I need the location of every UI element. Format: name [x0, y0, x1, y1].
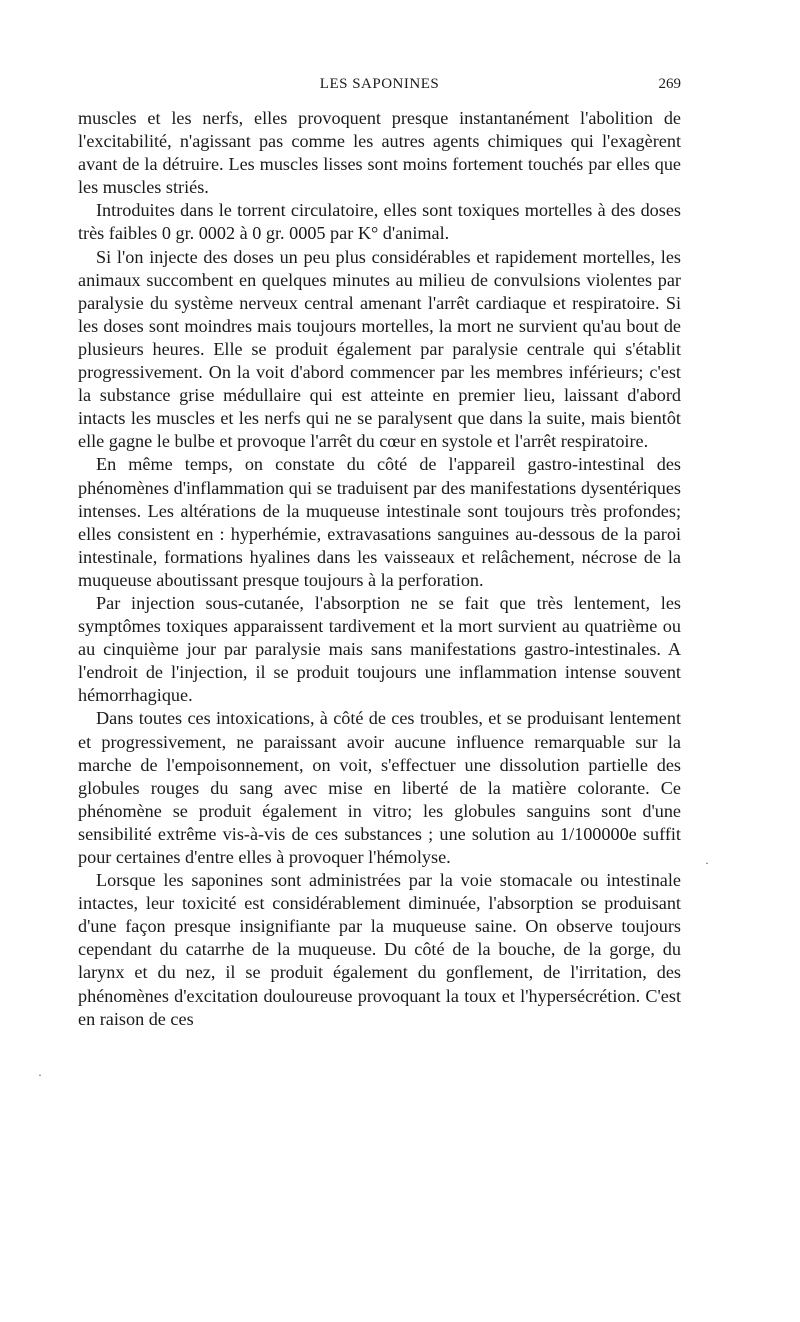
body-text — [78, 107, 681, 1031]
paragraph: muscles et les nerfs, elles provoquent presque instantanément l'abolition de l'excitabilité, n'agissant pas comme les autres agents chimiques qui l'exagèrent avant de la détruire. Les muscles lisses sont moins fortement touchés par elles que les muscles striés. — [78, 108, 681, 198]
margin-speck: · — [705, 856, 709, 870]
paragraph: Si l'on injecte des doses un peu plus considérables et rapidement mortelles, les animaux succombent en quelques minutes au milieu de convulsions violentes par paralysie du système nerveux central amenant l'arrêt cardiaque et respiratoire. Si les doses sont moindres mais toujours mortelles, la mort ne survient qu'au bout de plusieurs heures. Elle se produit également par paralysie centrale qui s'établit progressivement. On la voit d'abord commencer par les membres inférieurs; c'est la substance grise médullaire qui est atteinte en premier lieu, laissant d'abord intacts les muscles et les nerfs qui ne se paralysent que dans la suite, mais bientôt elle gagne le bulbe et provoque l'arrêt du cœur en systole et l'arrêt respiratoire. — [78, 246, 681, 452]
running-title: LES SAPONINES — [319, 76, 440, 92]
running-head — [78, 74, 681, 98]
paragraph: Introduites dans le torrent circulatoire, elles sont toxiques mortelles à des doses très faibles 0 gr. 0002 à 0 gr. 0005 par K° d'animal. — [78, 200, 681, 244]
paragraph: Dans toutes ces intoxications, à côté de ces troubles, et se produisant lentement et progressivement, ne paraissant avoir aucune influence remarquable sur la marche de l'empoisonnement, on voit, s'effectuer une dissolution partielle des globules rouges du sang avec mise en liberté de la matière colorante. Ce phénomène se produit également in vitro; les globules sanguins sont d'une sensibilité extrême vis-à-vis de ces substances ; une solution au 1/100000e suffit pour certaines d'entre elles à provoquer l'hémolyse. — [78, 708, 681, 867]
page-number: 269 — [658, 76, 681, 92]
paragraph: En même temps, on constate du côté de l'appareil gastro-intestinal des phénomènes d'inflammation qui se traduisent par des manifestations dysentériques intenses. Les altérations de la muqueuse intestinale sont toujours très profondes; elles consistent en : hyperhémie, extravasations sanguines au-dessous de la paroi intestinale, formations hyalines dans les vaisseaux et relâchement, nécrose de la muqueuse aboutissant presque toujours à la perforation. — [78, 454, 681, 590]
paragraph: Lorsque les saponines sont administrées par la voie stomacale ou intestinale intactes, leur toxicité est considérablement diminuée, l'absorption se produisant d'une façon presque insignifiante par la muqueuse saine. On observe toujours cependant du catarrhe de la muqueuse. Du côté de la bouche, de la gorge, du larynx et du nez, il se produit également du gonflement, de l'irritation, des phénomènes d'excitation douloureuse provoquant la toux et l'hypersécrétion. C'est en raison de ces — [78, 870, 681, 1029]
margin-speck: · — [38, 1068, 42, 1082]
paragraph: Par injection sous-cutanée, l'absorption ne se fait que très lentement, les symptômes toxiques apparaissent tardivement et la mort survient au quatrième ou au cinquième jour par paralysie mais sans manifestations gastro-intestinales. A l'endroit de l'injection, il se produit toujours une inflammation intense souvent hémorrhagique. — [78, 592, 681, 706]
